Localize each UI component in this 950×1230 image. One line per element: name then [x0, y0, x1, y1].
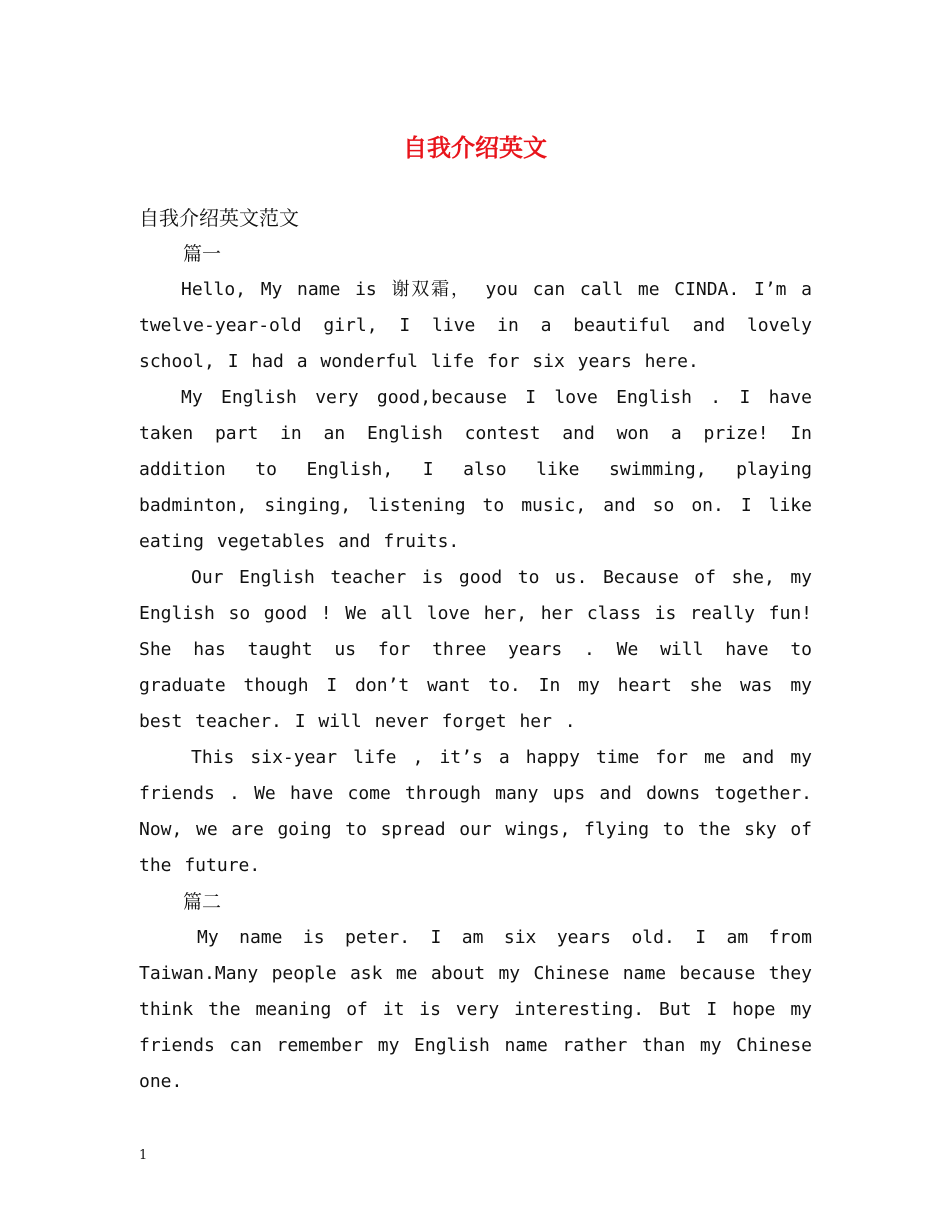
document-subtitle: 自我介绍英文范文	[139, 206, 299, 230]
paragraph-2-1: My name is peter. I am six years old. I am from Taiwan.Many people ask me about my Chinese name because they think the meaning of it is very interesting. But I hope my friends can remember my English name rather than my Chinese one.	[139, 927, 812, 1092]
document-title: 自我介绍英文	[403, 133, 547, 162]
section-label-1: 篇一	[183, 243, 222, 265]
page-number: 1	[139, 1148, 148, 1163]
paragraph-1-1: Hello, My name is 谢双霜， you can call me CINDA. I’m a twelve-year-old girl, I live in a beautiful and lovely school, I had a wonderful life for six years here.	[139, 279, 812, 372]
paragraph-1-4: This six-year life , it’s a happy time for me and my friends . We have come through many ups and downs together. Now, we are going to spread our wings, flying to the sky of the future.	[139, 747, 812, 876]
section-label-2: 篇二	[183, 891, 222, 913]
document-body	[139, 200, 812, 1100]
paragraph-1-3: Our English teacher is good to us. Because of she, my English so good ! We all love her, her class is really fun! She has taught us for three years . We will have to graduate though I don’t want to. In my heart she was my best teacher. I will never forget her .	[139, 567, 812, 732]
paragraph-1-2: My English very good,because I love English . I have taken part in an English contest and won a prize! In addition to English, I also like swimming, playing badminton, singing, listening to music, and so on. I like eating vegetables and fruits.	[139, 387, 812, 552]
